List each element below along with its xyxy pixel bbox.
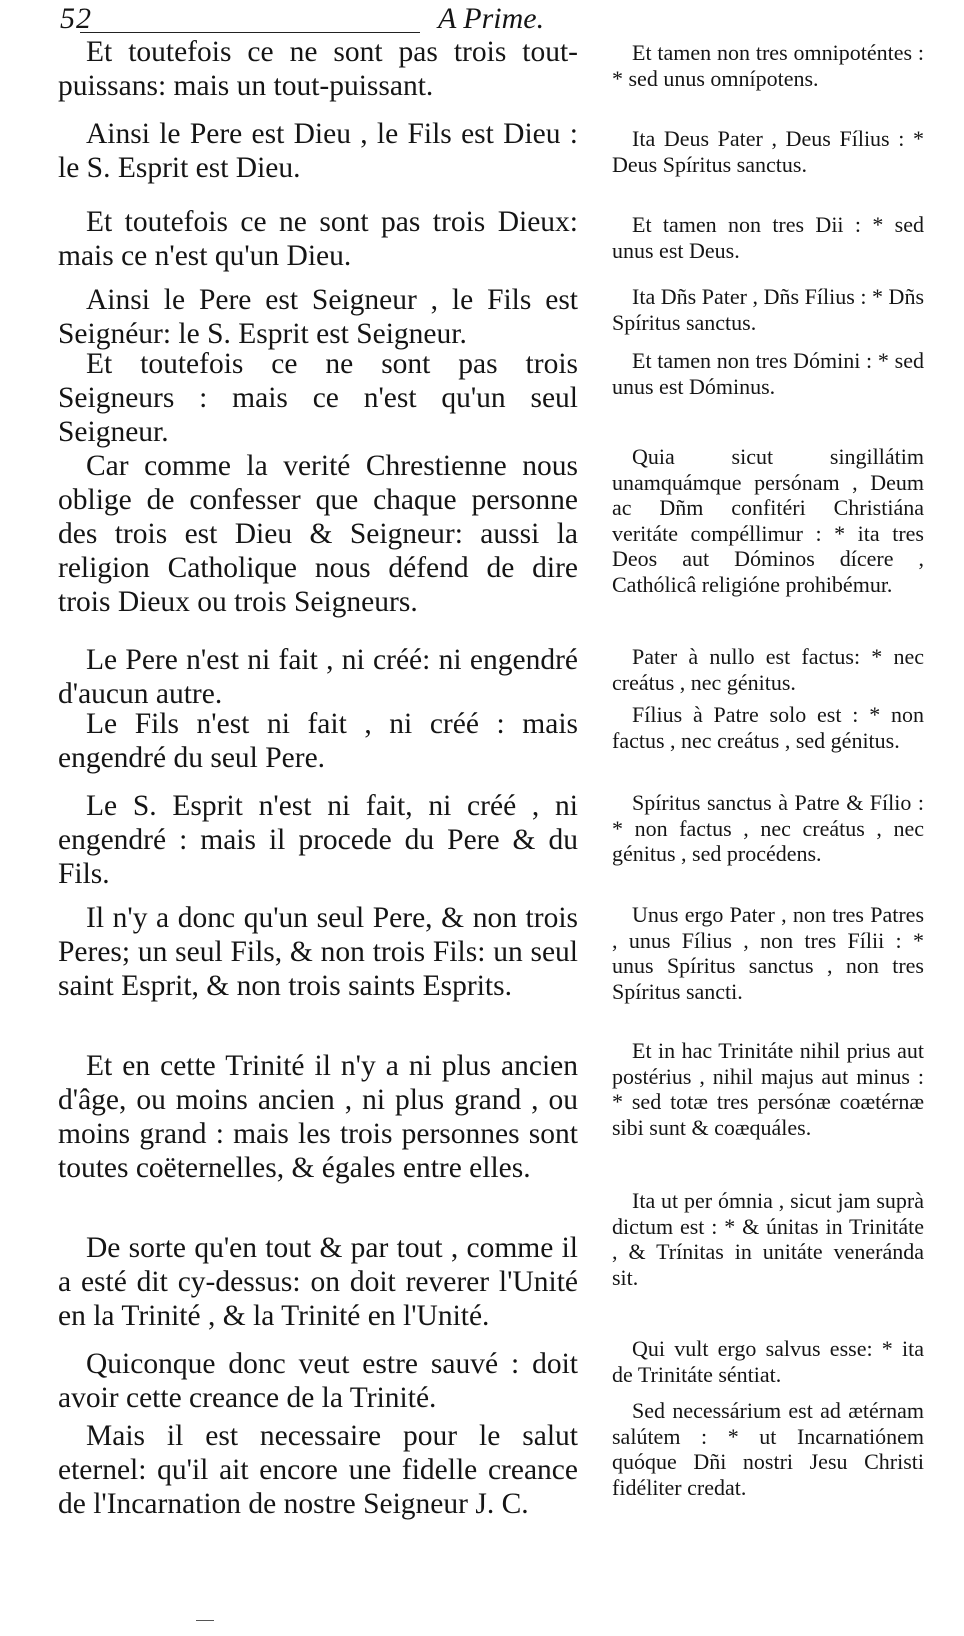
french-verse: Le Fils n'est ni fait , ni créé : mais engendré du seul Pere. [58, 708, 578, 774]
latin-verse: Fílius à Patre solo est : * non factus , nec creátus , sed génitus. [612, 702, 924, 753]
french-verse: Le S. Esprit n'est ni fait, ni créé , ni engendré : mais il procede du Pere & du Fils. [58, 790, 578, 890]
french-verse: Mais il est necessaire pour le salut eternel: qu'il ait encore une fidelle creance de l'Incarnation de nostre Seigneur J. C. [58, 1420, 578, 1520]
french-verse: Il n'y a donc qu'un seul Pere, & non trois Peres; un seul Fils, & non trois Fils: un seul saint Esprit, & non trois saints Esprits. [58, 902, 578, 1002]
latin-verse: Et tamen non tres omnipoténtes : * sed unus omnípotens. [612, 40, 924, 91]
french-verse: Quiconque donc veut estre sauvé : doit avoir cette creance de la Trinité. [58, 1348, 578, 1414]
french-verse: Ainsi le Pere est Seigneur , le Fils est Seignéur: le S. Esprit est Seigneur. [58, 284, 578, 350]
french-verse: Et toutefois ce ne sont pas trois tout-puissans: mais un tout-puissant. [58, 36, 578, 102]
latin-verse: Quia sicut singillátim unamquámque persónam , Deum ac Dñm confitéri Christiána veritáte compéllimur : * ita tres Deos aut Dóminos dícere , Cathólicâ religióne prohibémur. [612, 444, 924, 597]
latin-verse: Ita ut per ómnia , sicut jam suprà dictum est : * & únitas in Trinitáte , & Trínitas in unitáte veneránda sit. [612, 1188, 924, 1290]
latin-verse: Et tamen non tres Dómini : * sed unus est Dóminus. [612, 348, 924, 399]
french-verse: Car comme la verité Chrestienne nous oblige de confesser que chaque personne des trois est Dieu & Seigneur: aussi la religion Catholique nous défend de dire trois Dieux ou trois Seigneurs. [58, 450, 578, 618]
french-verse: Le Pere n'est ni fait , ni créé: ni engendré d'aucun autre. [58, 644, 578, 710]
french-verse: De sorte qu'en tout & par tout , comme il a esté dit cy-dessus: on doit reverer l'Unité en la Trinité , & la Trinité en l'Unité. [58, 1232, 578, 1332]
latin-verse: Ita Deus Pater , Deus Fílius : * Deus Spíritus sanctus. [612, 126, 924, 177]
header-rule [80, 32, 420, 33]
latin-verse: Unus ergo Pater , non tres Patres , unus Fílius , non tres Fílii : * unus Spíritus sanctus , non tres Spíritus sancti. [612, 902, 924, 1004]
french-verse: Et toutefois ce ne sont pas trois Dieux: mais ce n'est qu'un Dieu. [58, 206, 578, 272]
latin-verse: Sed necessárium est ad ætérnam salútem : * ut Incarnatiónem quóque Dñi nostri Jesu Christi fidéliter credat. [612, 1398, 924, 1500]
page-number: 52 [60, 2, 92, 35]
latin-verse: Ita Dñs Pater , Dñs Fílius : * Dñs Spíritus sanctus. [612, 284, 924, 335]
latin-verse: Et in hac Trinitáte nihil prius aut postérius , nihil majus aut minus : * sed totæ tres persónæ coætérnæ sibi sunt & coæquáles. [612, 1038, 924, 1140]
latin-verse: Et tamen non tres Dii : * sed unus est Deus. [612, 212, 924, 263]
french-verse: Et toutefois ce ne sont pas trois Seigneurs : mais ce n'est qu'un seul Seigneur. [58, 348, 578, 448]
latin-verse: Spíritus sanctus à Patre & Fílio : * non factus , nec creátus , nec génitus , sed procédens. [612, 790, 924, 866]
footer-mark [196, 1620, 214, 1621]
latin-verse: Qui vult ergo salvus esse: * ita de Trinitáte séntiat. [612, 1336, 924, 1387]
french-verse: Et en cette Trinité il n'y a ni plus ancien d'âge, ou moins ancien , ni plus grand , ou moins grand : mais les trois personnes sont toutes coëternelles, & égales entre elles. [58, 1050, 578, 1184]
running-title: A Prime. [438, 2, 545, 35]
french-verse: Ainsi le Pere est Dieu , le Fils est Dieu : le S. Esprit est Dieu. [58, 118, 578, 184]
latin-verse: Pater à nullo est factus: * nec creátus , nec génitus. [612, 644, 924, 695]
